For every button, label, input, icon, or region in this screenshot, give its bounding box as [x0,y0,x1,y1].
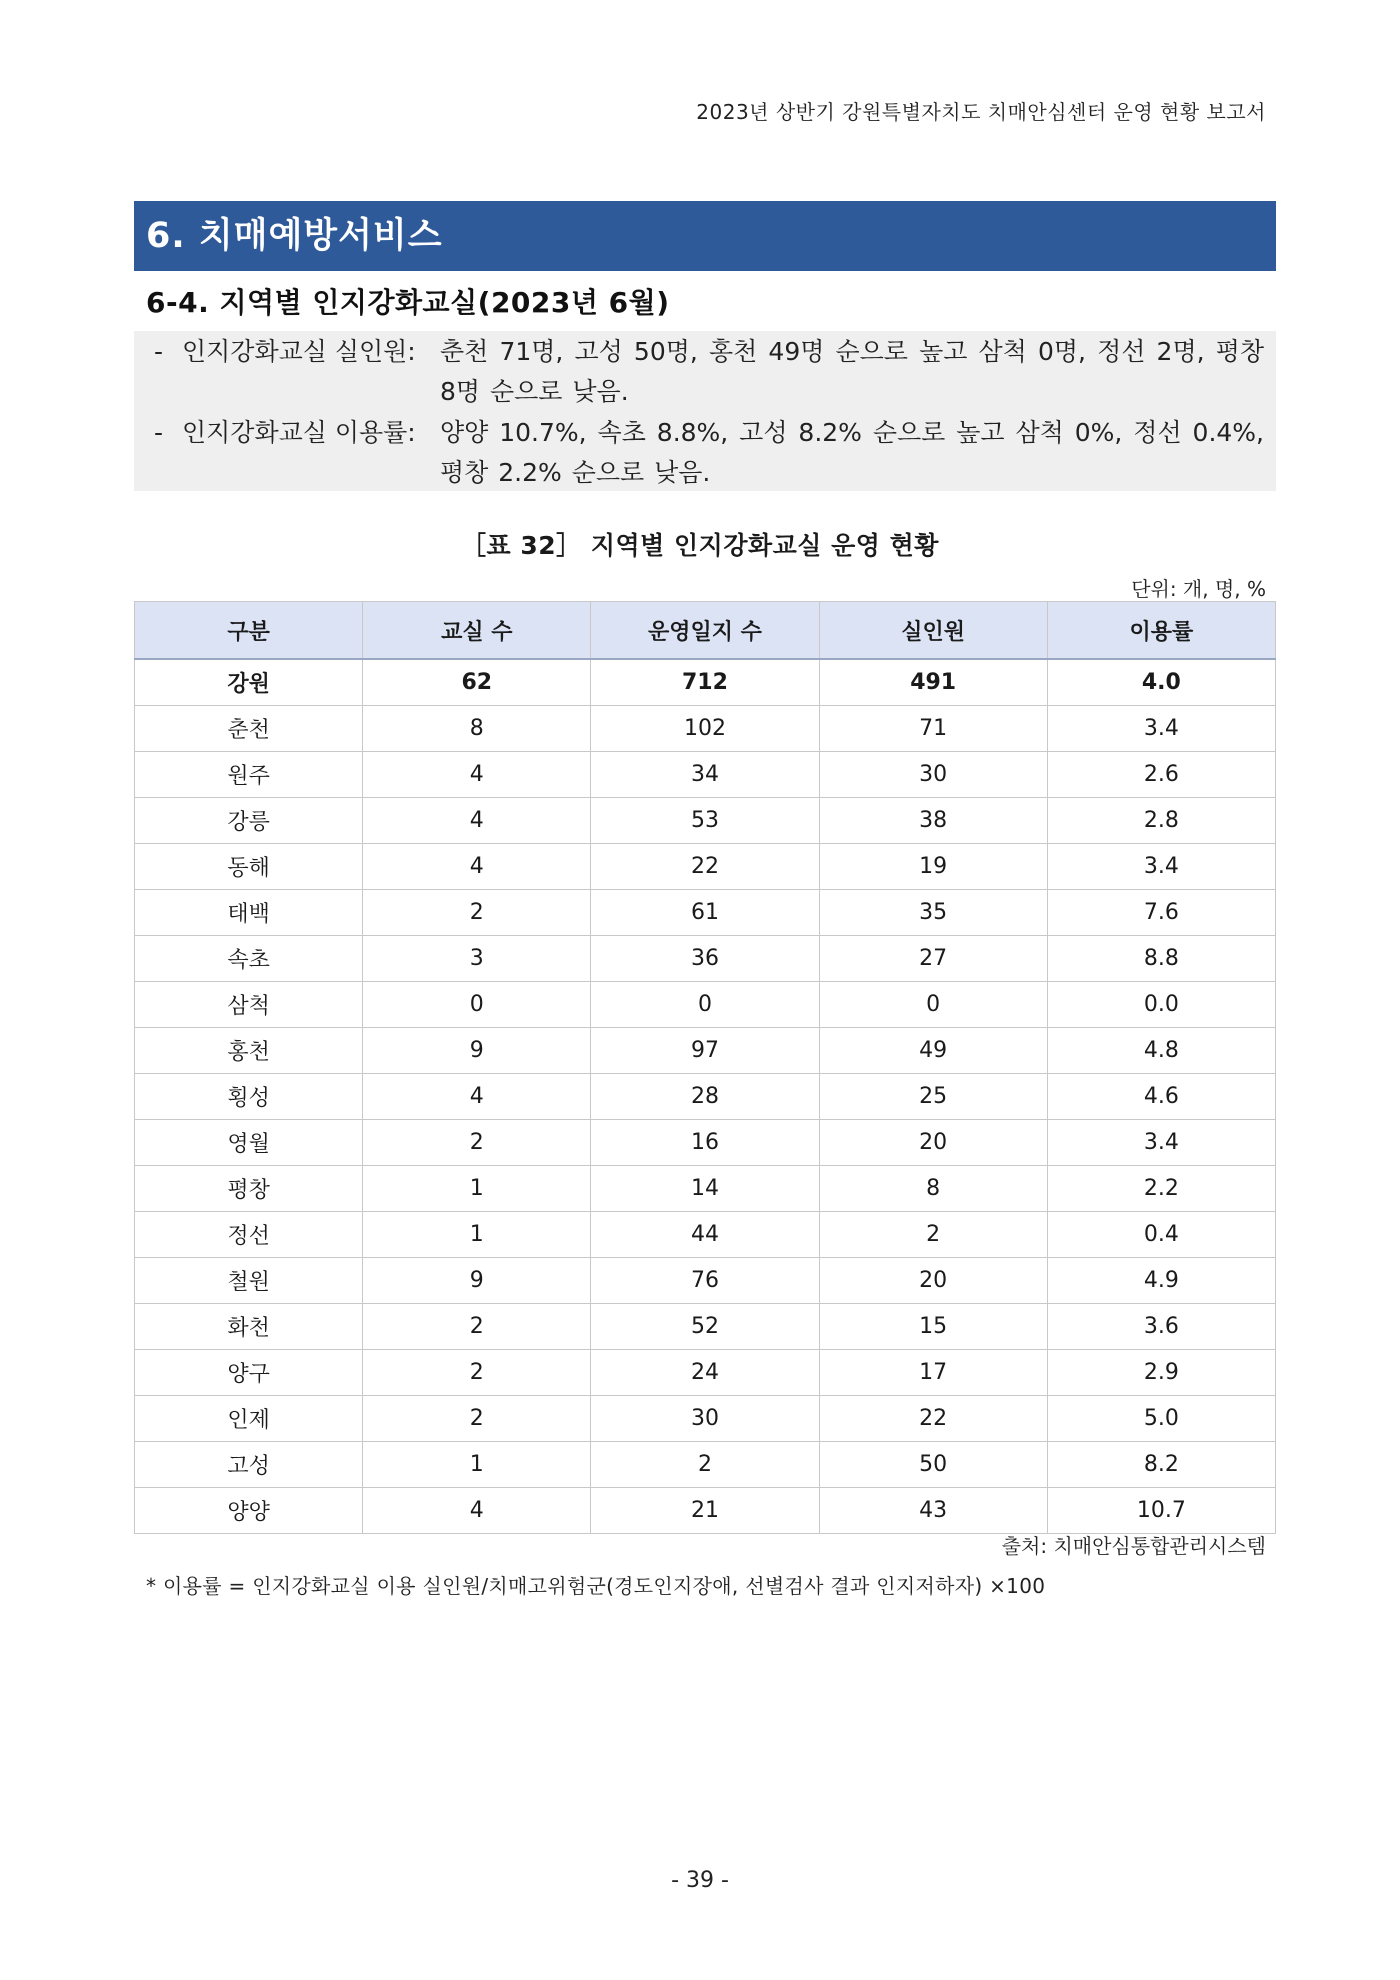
value-cell: 2 [363,1304,591,1350]
value-cell: 4.9 [1047,1258,1275,1304]
value-cell: 2.9 [1047,1350,1275,1396]
table-row [135,1258,1276,1304]
table-row [135,1396,1276,1442]
table-row [135,1074,1276,1120]
region-cell: 태백 [135,890,363,936]
value-cell: 491 [819,659,1047,706]
table-row [135,982,1276,1028]
value-cell: 2.2 [1047,1166,1275,1212]
value-cell: 2 [591,1442,819,1488]
value-cell: 2.8 [1047,798,1275,844]
value-cell: 61 [591,890,819,936]
section-title: 6. 치매예방서비스 [134,201,1276,271]
footnote: * 이용률 = 인지강화교실 이용 실인원/치매고위험군(경도인지장애, 선별검사 결과 인지저하자) ×100 [146,1574,1046,1598]
region-cell: 양구 [135,1350,363,1396]
value-cell: 71 [819,706,1047,752]
value-cell: 2 [819,1212,1047,1258]
value-cell: 30 [591,1396,819,1442]
table-body [135,659,1276,1534]
table-header-row [135,602,1276,660]
value-cell: 36 [591,936,819,982]
table-row [135,890,1276,936]
region-cell: 춘천 [135,706,363,752]
header-cell: 운영일지 수 [591,602,819,660]
value-cell: 19 [819,844,1047,890]
value-cell: 14 [591,1166,819,1212]
value-cell: 76 [591,1258,819,1304]
value-cell: 3.4 [1047,706,1275,752]
region-cell: 평창 [135,1166,363,1212]
value-cell: 53 [591,798,819,844]
value-cell: 3 [363,936,591,982]
value-cell: 22 [819,1396,1047,1442]
value-cell: 0 [819,982,1047,1028]
value-cell: 1 [363,1442,591,1488]
value-cell: 4 [363,1488,591,1534]
region-cell: 고성 [135,1442,363,1488]
regional-cognitive-class-table [134,601,1276,1534]
region-cell: 정선 [135,1212,363,1258]
region-cell: 화천 [135,1304,363,1350]
value-cell: 102 [591,706,819,752]
value-cell: 8.8 [1047,936,1275,982]
unit-note: 단위: 개, 명, % [1131,577,1266,601]
table-row [135,1442,1276,1488]
value-cell: 44 [591,1212,819,1258]
value-cell: 8 [819,1166,1047,1212]
value-cell: 1 [363,1166,591,1212]
value-cell: 49 [819,1028,1047,1074]
value-cell: 2 [363,1350,591,1396]
table-caption: ［표 32］ 지역별 인지강화교실 운영 현황 [461,531,939,560]
value-cell: 17 [819,1350,1047,1396]
value-cell: 50 [819,1442,1047,1488]
value-cell: 4 [363,752,591,798]
region-cell: 원주 [135,752,363,798]
table-row [135,1304,1276,1350]
region-cell: 홍천 [135,1028,363,1074]
value-cell: 4.0 [1047,659,1275,706]
value-cell: 5.0 [1047,1396,1275,1442]
value-cell: 62 [363,659,591,706]
header-cell: 교실 수 [363,602,591,660]
value-cell: 4 [363,798,591,844]
summary-dash: - [154,418,164,447]
table-row [135,844,1276,890]
table-row [135,1212,1276,1258]
table-row [135,752,1276,798]
source-note: 출처: 치매안심통합관리시스템 [1001,1534,1266,1558]
value-cell: 8 [363,706,591,752]
value-cell: 0.0 [1047,982,1275,1028]
summary-dash: - [154,337,164,366]
summary-text: 춘천 71명, 고성 50명, 홍천 49명 순으로 높고 삼척 0명, 정선 2명, 평창 8명 순으로 낮음. [440,337,1264,406]
value-cell: 2.6 [1047,752,1275,798]
value-cell: 52 [591,1304,819,1350]
value-cell: 7.6 [1047,890,1275,936]
value-cell: 25 [819,1074,1047,1120]
region-cell: 양양 [135,1488,363,1534]
table-row [135,1166,1276,1212]
summary-label: 인지강화교실 실인원: [182,337,416,366]
summary-item-count [146,332,1264,412]
summary-box [134,331,1276,491]
value-cell: 34 [591,752,819,798]
page-number: - 39 - [671,1868,729,1893]
value-cell: 15 [819,1304,1047,1350]
region-cell: 철원 [135,1258,363,1304]
value-cell: 16 [591,1120,819,1166]
value-cell: 4.8 [1047,1028,1275,1074]
value-cell: 43 [819,1488,1047,1534]
region-cell: 영월 [135,1120,363,1166]
region-cell: 횡성 [135,1074,363,1120]
summary-item-rate [146,413,1264,493]
summary-label: 인지강화교실 이용률: [182,418,416,447]
value-cell: 1 [363,1212,591,1258]
header-cell: 실인원 [819,602,1047,660]
value-cell: 8.2 [1047,1442,1275,1488]
region-cell: 동해 [135,844,363,890]
value-cell: 20 [819,1258,1047,1304]
value-cell: 712 [591,659,819,706]
value-cell: 0 [591,982,819,1028]
value-cell: 3.6 [1047,1304,1275,1350]
value-cell: 0 [363,982,591,1028]
value-cell: 4 [363,1074,591,1120]
value-cell: 20 [819,1120,1047,1166]
value-cell: 21 [591,1488,819,1534]
value-cell: 22 [591,844,819,890]
value-cell: 4 [363,844,591,890]
value-cell: 35 [819,890,1047,936]
region-cell: 인제 [135,1396,363,1442]
region-cell: 속초 [135,936,363,982]
summary-text: 양양 10.7%, 속초 8.8%, 고성 8.2% 순으로 높고 삼척 0%, 정선 0.4%, 평창 2.2% 순으로 낮음. [440,418,1264,487]
region-cell: 강원 [135,659,363,706]
value-cell: 38 [819,798,1047,844]
header-cell: 구분 [135,602,363,660]
table-row [135,1350,1276,1396]
table-row [135,1120,1276,1166]
value-cell: 3.4 [1047,844,1275,890]
running-header: 2023년 상반기 강원특별자치도 치매안심센터 운영 현황 보고서 [696,100,1266,124]
value-cell: 3.4 [1047,1120,1275,1166]
value-cell: 9 [363,1258,591,1304]
value-cell: 27 [819,936,1047,982]
region-cell: 삼척 [135,982,363,1028]
table-row [135,798,1276,844]
value-cell: 24 [591,1350,819,1396]
header-cell: 이용률 [1047,602,1275,660]
value-cell: 4.6 [1047,1074,1275,1120]
table-row [135,706,1276,752]
table-row [135,1028,1276,1074]
value-cell: 97 [591,1028,819,1074]
value-cell: 28 [591,1074,819,1120]
value-cell: 0.4 [1047,1212,1275,1258]
value-cell: 2 [363,890,591,936]
value-cell: 9 [363,1028,591,1074]
value-cell: 2 [363,1120,591,1166]
table-row [135,1488,1276,1534]
table-row-total [135,659,1276,706]
region-cell: 강릉 [135,798,363,844]
value-cell: 2 [363,1396,591,1442]
value-cell: 30 [819,752,1047,798]
subsection-title: 6-4. 지역별 인지강화교실(2023년 6월) [146,286,670,319]
table-row [135,936,1276,982]
value-cell: 10.7 [1047,1488,1275,1534]
